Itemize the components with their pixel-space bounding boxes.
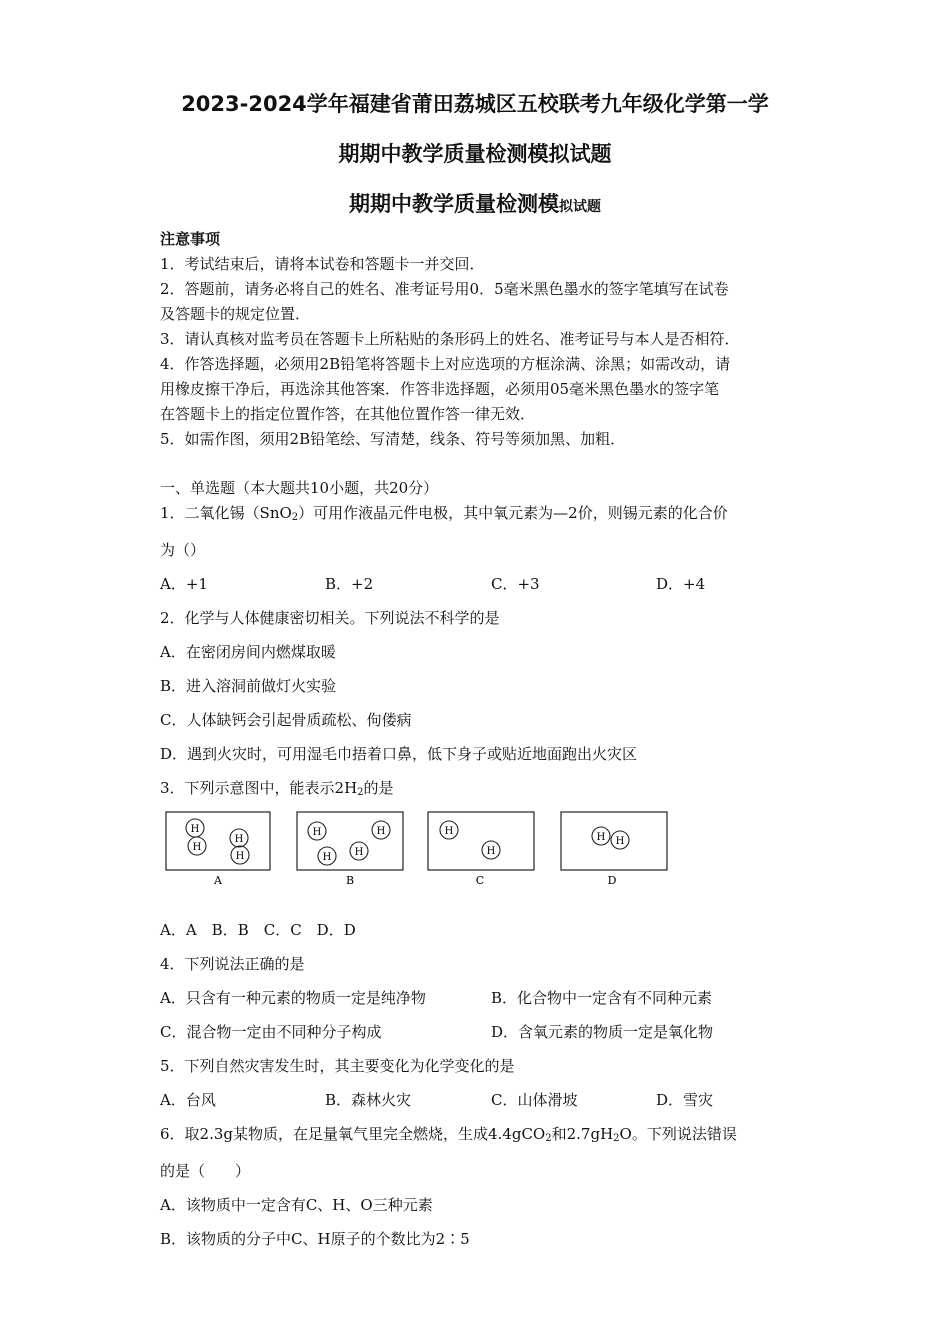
q5-option-a[interactable]: A．台风 [160, 1091, 216, 1109]
diagram-b-label: B [345, 874, 355, 887]
q6-option-b[interactable]: B．该物质的分子中C、H原子的个数比为2∶5 [160, 1230, 470, 1248]
h-atom-label: H [234, 834, 244, 845]
notice-item: 1．考试结束后，请将本试卷和答题卡一并交回． [160, 255, 485, 273]
diagram-a [166, 812, 270, 887]
h-atom-label: H [192, 842, 202, 853]
notice-item: 2．答题前，请务必将自己的姓名、准考证号用0．5毫米黑色墨水的签字笔填写在试卷 [160, 280, 729, 298]
q2-option-d[interactable]: D．遇到火灾时，可用湿毛巾捂着口鼻，低下身子或贴近地面跑出火灾区 [160, 745, 638, 763]
q4-option-c[interactable]: C．混合物一定由不同种分子构成 [160, 1023, 382, 1041]
diagram-c-box [428, 812, 534, 870]
h-atom-label: H [376, 826, 386, 837]
q1-option-d[interactable]: D．+4 [656, 575, 706, 593]
h-atom-label: H [190, 824, 200, 835]
diagram-c-label: C [475, 874, 485, 887]
question-5-stem: 5．下列自然灾害发生时，其主要变化为化学变化的是 [160, 1057, 515, 1075]
q5-option-b[interactable]: B．森林火灾 [325, 1091, 412, 1109]
h-atom-label: H [235, 851, 245, 862]
q6-option-a[interactable]: A．该物质中一定含有C、H、O三种元素 [160, 1196, 433, 1214]
question-2-stem: 2．化学与人体健康密切相关。下列说法不科学的是 [160, 609, 500, 627]
notice-heading: 注意事项 [160, 230, 221, 248]
q3-options[interactable]: A．A B．B C．C D．D [160, 921, 356, 939]
q1-option-b[interactable]: B．+2 [325, 575, 374, 593]
diagram-a-box [166, 812, 270, 870]
q5-option-d[interactable]: D．雪灾 [656, 1091, 714, 1109]
question-6-stem-cont: 的是（ ） [160, 1162, 251, 1180]
exam-title-line1: 2023-2024学年福建省莆田荔城区五校联考九年级化学第一学 [181, 92, 769, 116]
exam-title-line3-small: 拟试题 [559, 199, 601, 215]
question-3-stem: 3．下列示意图中，能表示$2H_2$的是 [160, 779, 394, 798]
section-heading: 一、单选题（本大题共10小题，共20分） [160, 479, 439, 497]
h-atom-label: H [354, 847, 364, 858]
notice-item: 5．如需作图，须用2B铅笔绘、写清楚，线条、符号等须加黑、加粗． [160, 430, 626, 448]
q2-option-b[interactable]: B．进入溶洞前做灯火实验 [160, 677, 337, 695]
question-1-stem: 1．二氧化锡（SnO$_2$）可用作液晶元件电极，其中氧元素为—2价，则锡元素的化合价 [160, 504, 728, 523]
question-1-stem-cont: 为（） [160, 541, 206, 559]
diagram-d [561, 812, 667, 887]
diagram-d-label: D [607, 874, 617, 887]
h-atom-label: H [596, 832, 606, 843]
diagram-a-label: A [214, 874, 222, 887]
notice-item: 及答题卡的规定位置． [160, 305, 311, 323]
h-atom-label: H [615, 836, 625, 847]
notice-item: 3．请认真核对监考员在答题卡上所粘贴的条形码上的姓名、准考证号与本人是否相符． [160, 330, 740, 348]
q4-option-b[interactable]: B．化合物中一定含有不同种元素 [491, 989, 713, 1007]
notice-item: 在答题卡上的指定位置作答，在其他位置作答一律无效． [160, 405, 536, 423]
diagram-d-box [561, 812, 667, 870]
h-atom-label: H [486, 846, 496, 857]
diagram-b [297, 812, 403, 887]
q1-option-c[interactable]: C．+3 [491, 575, 540, 593]
exam-title-line2: 期期中教学质量检测模拟试题 [338, 142, 612, 166]
exam-title-line3-main: 期期中教学质量检测模 [349, 192, 559, 216]
h-atom-label: H [444, 826, 454, 837]
q2-option-a[interactable]: A．在密闭房间内燃煤取暖 [160, 643, 336, 661]
q3-molecule-diagrams [160, 805, 680, 897]
notice-item: 4．作答选择题，必须用2B铅笔将答题卡上对应选项的方框涂满、涂黑；如需改动，请 [160, 355, 731, 373]
q4-option-a[interactable]: A．只含有一种元素的物质一定是纯净物 [160, 989, 426, 1007]
q5-option-c[interactable]: C．山体滑坡 [491, 1091, 578, 1109]
h-atom-label: H [322, 852, 332, 863]
question-6-stem: 6．取2.3g某物质，在足量氧气里完全燃烧，生成4.4gCO$_2$和$2.7gH_2O$。下列说法错误 [160, 1125, 737, 1144]
exam-title-line3 [0, 188, 950, 218]
question-4-stem: 4．下列说法正确的是 [160, 955, 305, 973]
diagram-c [428, 812, 534, 887]
q2-option-c[interactable]: C．人体缺钙会引起骨质疏松、佝偻病 [160, 711, 412, 729]
h-atom-label: H [312, 827, 322, 838]
q4-option-d[interactable]: D．含氧元素的物质一定是氧化物 [491, 1023, 714, 1041]
q1-option-a[interactable]: A．+1 [160, 575, 208, 593]
notice-item: 用橡皮擦干净后，再选涂其他答案．作答非选择题，必须用05毫米黑色墨水的签字笔 [160, 380, 720, 398]
diagram-b-box [297, 812, 403, 870]
